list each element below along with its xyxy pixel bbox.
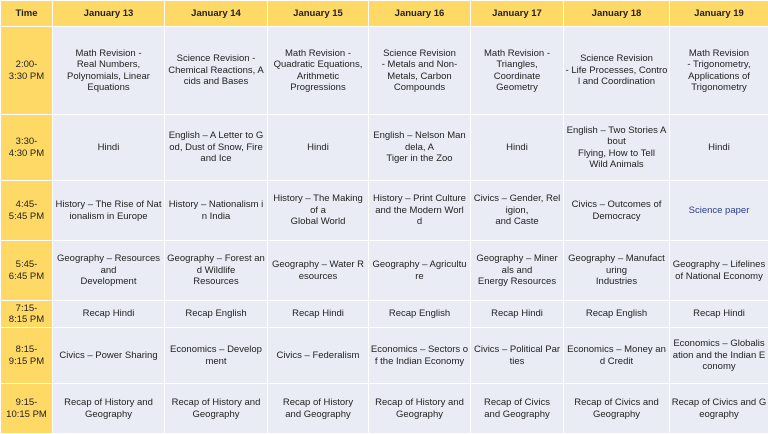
schedule-cell: Recap English	[564, 301, 670, 328]
time-slot: 8:15- 9:15 PM	[1, 328, 53, 384]
table-row	[1, 181, 768, 241]
schedule-cell: History – The Making of a Global World	[268, 181, 369, 241]
time-slot: 4:45- 5:45 PM	[1, 181, 53, 241]
schedule-cell: Hindi	[670, 115, 768, 181]
schedule-cell: Economics – Money an d Credit	[564, 328, 670, 384]
header-day: January 18	[564, 1, 670, 27]
header-day: January 16	[369, 1, 471, 27]
header-row	[1, 1, 768, 27]
schedule-cell: Math Revision - Real Numbers, Polynomials, Linear Equations	[53, 27, 165, 115]
schedule-cell: English – Nelson Man dela, A Tiger in the Zoo	[369, 115, 471, 181]
schedule-cell: Geography – Water R esources	[268, 241, 369, 301]
schedule-cell: Recap Hindi	[471, 301, 564, 328]
schedule-cell: Recap English	[165, 301, 268, 328]
schedule-cell-science-paper: Science paper	[670, 181, 768, 241]
schedule-cell: Civics – Federalism	[268, 328, 369, 384]
schedule-cell: Recap of Civics and Geography	[471, 384, 564, 434]
header-day: January 17	[471, 1, 564, 27]
schedule-cell: Hindi	[53, 115, 165, 181]
time-slot: 5:45- 6:45 PM	[1, 241, 53, 301]
schedule-cell: Recap of History and Geography	[268, 384, 369, 434]
time-slot: 9:15- 10:15 PM	[1, 384, 53, 434]
table-row	[1, 115, 768, 181]
schedule-cell: Hindi	[268, 115, 369, 181]
schedule-cell: Economics – Sectors o f the Indian Economy	[369, 328, 471, 384]
schedule-cell: Recap Hindi	[268, 301, 369, 328]
schedule-cell: Science Revision - Life Processes, Contro l and Coordination	[564, 27, 670, 115]
schedule-cell: Economics – Globalis ation and the Indian E conomy	[670, 328, 768, 384]
schedule-cell: Recap Hindi	[670, 301, 768, 328]
schedule-cell: Recap of Civics and G eography	[670, 384, 768, 434]
schedule-cell: Economics – Develop ment	[165, 328, 268, 384]
schedule-cell: Recap of History and Geography	[165, 384, 268, 434]
schedule-cell: Geography – Agricultu re	[369, 241, 471, 301]
schedule-cell: Math Revision - Triangles, Coordinate Geometry	[471, 27, 564, 115]
header-day: January 19	[670, 1, 768, 27]
header-day: January 15	[268, 1, 369, 27]
schedule-cell: Recap Hindi	[53, 301, 165, 328]
schedule-cell: Geography – Miner als and Energy Resources	[471, 241, 564, 301]
time-slot: 7:15- 8:15 PM	[1, 301, 53, 328]
schedule-cell: Math Revision - Trigonometry, Applications of Trigonometry	[670, 27, 768, 115]
schedule-cell: Science Revision - Chemical Reactions, A cids and Bases	[165, 27, 268, 115]
schedule-cell: History – Nationalism i n India	[165, 181, 268, 241]
time-slot: 3:30- 4:30 PM	[1, 115, 53, 181]
table-row	[1, 301, 768, 328]
schedule-cell: History – The Rise of Nat ionalism in Europe	[53, 181, 165, 241]
schedule-cell: Civics – Outcomes of Democracy	[564, 181, 670, 241]
schedule-cell: Science Revision - Metals and Non- Metals, Carbon Compounds	[369, 27, 471, 115]
time-slot: 2:00- 3:30 PM	[1, 27, 53, 115]
schedule-cell: English – A Letter to G od, Dust of Snow, Fire and Ice	[165, 115, 268, 181]
schedule-cell: Hindi	[471, 115, 564, 181]
schedule-cell: Recap English	[369, 301, 471, 328]
schedule-cell: Recap of History and Geography	[53, 384, 165, 434]
table-row	[1, 241, 768, 301]
schedule-cell: Civics – Gender, Rel igion, and Caste	[471, 181, 564, 241]
schedule-cell: Civics – Power Sharing	[53, 328, 165, 384]
schedule-cell: Geography – Forest an d Wildlife Resources	[165, 241, 268, 301]
header-day: January 13	[53, 1, 165, 27]
table-row	[1, 328, 768, 384]
table-row	[1, 27, 768, 115]
table-row	[1, 384, 768, 434]
header-time: Time	[1, 1, 53, 27]
schedule-cell: English – Two Stories A bout Flying, How to Tell Wild Animals	[564, 115, 670, 181]
schedule-cell: Civics – Political Par ties	[471, 328, 564, 384]
schedule-cell: Geography – Lifelines of National Economy	[670, 241, 768, 301]
schedule-cell: Math Revision - Quadratic Equations, Arithmetic Progressions	[268, 27, 369, 115]
header-day: January 14	[165, 1, 268, 27]
schedule-cell: Geography – Resources and Development	[53, 241, 165, 301]
schedule-cell: History – Print Culture and the Modern Worl d	[369, 181, 471, 241]
schedule-cell: Recap of History and Geography	[369, 384, 471, 434]
schedule-cell: Recap of Civics and Geography	[564, 384, 670, 434]
schedule-cell: Geography – Manufact uring Industries	[564, 241, 670, 301]
